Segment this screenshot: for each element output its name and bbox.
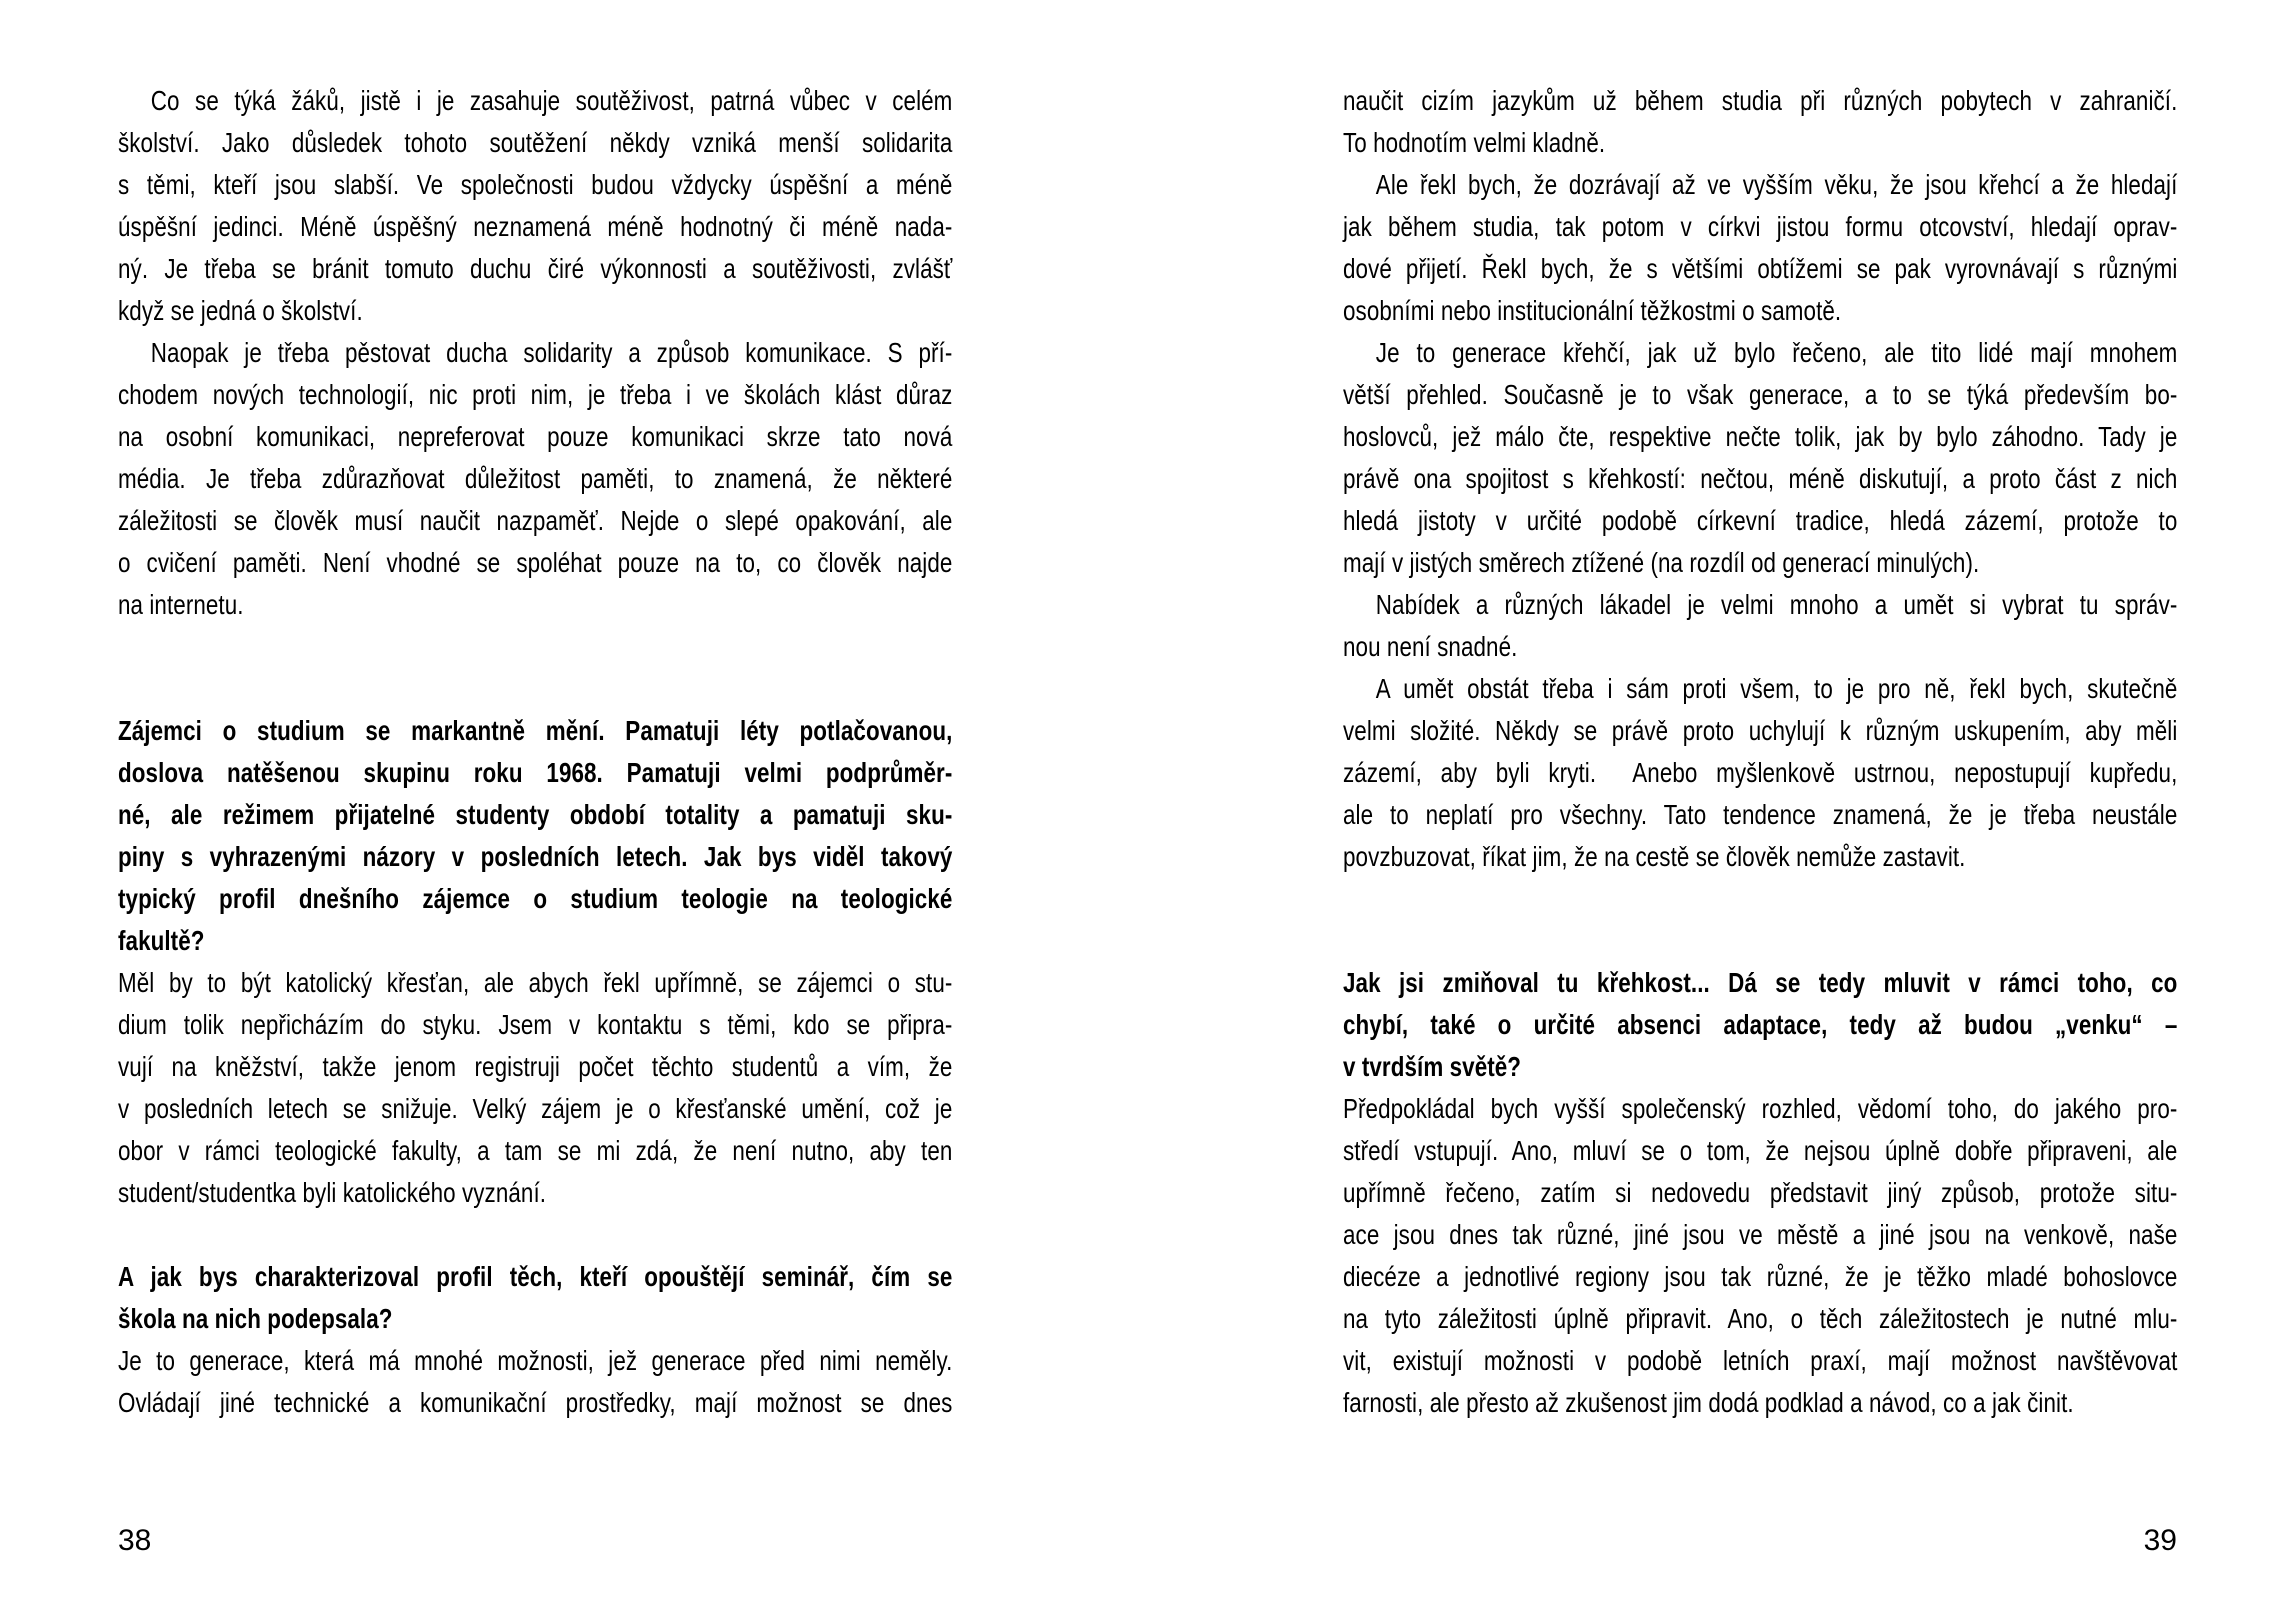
text-line: obor v rámci teologické fakulty, a tam se mi zdá, že není nutno, aby ten	[118, 1135, 953, 1166]
text-line: Je to generace křehčí, jak už bylo řečeno, ale tito lidé mají mnohem	[1375, 337, 2178, 368]
text-line: na osobní komunikaci, nepreferovat pouze komunikaci skrze tato nová	[118, 421, 953, 452]
text-line: ale to neplatí pro všechny. Tato tendence znamená, že je třeba neustále	[1343, 799, 2178, 830]
paragraph	[1343, 332, 2177, 584]
page-right-text-column	[1343, 80, 2177, 1424]
text-line: dium tolik nepřicházím do styku. Jsem v kontaktu s těmi, kdo se připra-	[118, 1009, 953, 1040]
text-line: Ale řekl bych, že dozrávají až ve vyšším věku, že jsou křehcí a že hledají	[1375, 169, 2178, 200]
text-line: s těmi, kteří jsou slabší. Ve společnosti budou vždycky úspěšní a méně	[118, 169, 953, 200]
text-line: né, ale režimem přijatelné studenty období totality a pamatuji sku-	[118, 799, 953, 830]
text-line: osobními nebo institucionální těžkostmi o samotě.	[1343, 295, 1842, 326]
text-line: o cvičení paměti. Není vhodné se spoléhat pouze na to, co člověk najde	[118, 547, 953, 578]
text-line: naučit cizím jazykům už během studia při různých pobytech v zahraničí.	[1343, 85, 2178, 116]
paragraph	[118, 80, 952, 332]
text-line: když se jedná o školství.	[118, 295, 363, 326]
text-line: větší přehled. Současně je to však generace, a to se týká především bo-	[1343, 379, 2178, 410]
text-line: upřímně řečeno, zatím si nedovedu představit jiný způsob, protože situ-	[1343, 1177, 2178, 1208]
text-line: diecéze a jednotlivé regiony jsou tak různé, že je těžko mladé bohoslovce	[1343, 1261, 2178, 1292]
text-line: Předpokládal bych vyšší společenský rozhled, vědomí toho, do jakého pro-	[1343, 1093, 2178, 1124]
text-line: povzbuzovat, říkat jim, že na cestě se člověk nemůže zastavit.	[1343, 841, 1966, 872]
paragraph	[1343, 80, 2177, 164]
text-line: Ovládají jiné technické a komunikační prostředky, mají možnost se dnes	[118, 1387, 953, 1418]
text-line: doslova natěšenou skupinu roku 1968. Pamatuji velmi podprůměr-	[118, 757, 953, 788]
text-line: Zájemci o studium se markantně mění. Pamatuji léty potlačovanou,	[118, 715, 953, 746]
text-line: média. Je třeba zdůrazňovat důležitost paměti, to znamená, že některé	[118, 463, 953, 494]
text-line: v posledních letech se snižuje. Velký zájem je o křesťanské umění, což je	[118, 1093, 953, 1124]
text-line: Nabídek a různých lákadel je velmi mnoho a umět si vybrat tu správ-	[1375, 589, 2178, 620]
text-line: piny s vyhrazenými názory v posledních letech. Jak bys viděl takový	[118, 841, 953, 872]
text-line: ný. Je třeba se bránit tomuto duchu čiré výkonnosti a soutěživosti, zvlášť	[118, 253, 953, 284]
page-number-left: 38	[118, 1524, 152, 1557]
text-line: Je to generace, která má mnohé možnosti, jež generace před nimi neměly.	[118, 1345, 953, 1376]
text-line: ace jsou dnes tak různé, jiné jsou ve městě a jiné jsou na venkově, naše	[1343, 1219, 2178, 1250]
text-line: fakultě?	[118, 925, 205, 956]
text-line: právě ona spojitost s křehkostí: nečtou, méně diskutují, a proto část z nich	[1343, 463, 2178, 494]
text-line: Jak jsi zmiňoval tu křehkost... Dá se tedy mluvit v rámci toho, co	[1343, 967, 2178, 998]
text-line: farnosti, ale přesto až zkušenost jim dodá podklad a návod, co a jak činit.	[1343, 1387, 2074, 1418]
interview-question	[118, 1256, 952, 1340]
text-line: A jak bys charakterizoval profil těch, kteří opouštějí seminář, čím se	[118, 1261, 953, 1292]
paragraph	[1343, 668, 2177, 878]
paragraph	[118, 1340, 952, 1424]
text-line: hoslovců, jež málo čte, respektive nečte tolik, jak by bylo záhodno. Tady je	[1343, 421, 2178, 452]
text-line: velmi složité. Někdy se právě proto uchylují k různým uskupením, aby měli	[1343, 715, 2178, 746]
text-line: úspěšní jedinci. Méně úspěšný neznamená méně hodnotný či méně nada-	[118, 211, 953, 242]
text-line: To hodnotím velmi kladně.	[1343, 127, 1606, 158]
text-line: nou není snadné.	[1343, 631, 1518, 662]
text-line: na internetu.	[118, 589, 244, 620]
paragraph	[1343, 1088, 2177, 1424]
text-line: Měl by to být katolický křesťan, ale abych řekl upřímně, se zájemci o stu-	[118, 967, 953, 998]
text-line: Naopak je třeba pěstovat ducha solidarity a způsob komunikace. S pří-	[150, 337, 953, 368]
paragraph	[118, 962, 952, 1214]
text-line: chodem nových technologií, nic proti nim, je třeba i ve školách klást důraz	[118, 379, 953, 410]
paragraph	[118, 332, 952, 626]
text-line: typický profil dnešního zájemce o studium teologie na teologické	[118, 883, 953, 914]
text-line: v tvrdším světě?	[1343, 1051, 1522, 1082]
page-left-text-column	[118, 80, 952, 1424]
text-line: škola na nich podepsala?	[118, 1303, 393, 1334]
interview-question	[118, 710, 952, 962]
text-line: vují na kněžství, takže jenom registruji počet těchto studentů a vím, že	[118, 1051, 953, 1082]
text-line: dové přijetí. Řekl bych, že s většími obtížemi se pak vyrovnávají s různými	[1343, 253, 2178, 284]
text-line: na tyto záležitosti úplně připravit. Ano, o těch záležitostech je nutné mlu-	[1343, 1303, 2178, 1334]
text-line: Co se týká žáků, jistě i je zasahuje soutěživost, patrná vůbec v celém	[150, 85, 953, 116]
text-line: jak během studia, tak potom v církvi jistou formu otcovství, hledají oprav-	[1343, 211, 2178, 242]
page-right	[1142, 0, 2284, 1615]
text-line: záležitosti se člověk musí naučit nazpaměť. Nejde o slepé opakování, ale	[118, 505, 953, 536]
paragraph	[1343, 164, 2177, 332]
paragraph	[1343, 584, 2177, 668]
interview-question	[1343, 962, 2177, 1088]
text-line: vit, existují možnosti v podobě letních praxí, mají možnost navštěvovat	[1343, 1345, 2178, 1376]
text-line: mají v jistých směrech ztížené (na rozdíl od generací minulých).	[1343, 547, 1980, 578]
text-line: zázemí, aby byli kryti. Anebo myšlenkově ustrnou, nepostupují kupředu,	[1343, 757, 2178, 788]
page-number-right: 39	[2143, 1524, 2177, 1557]
text-line: chybí, také o určité absenci adaptace, tedy až budou „venku“ –	[1343, 1009, 2178, 1040]
text-line: hledá jistoty v určité podobě církevní tradice, hledá zázemí, protože to	[1343, 505, 2178, 536]
text-line: A umět obstát třeba i sám proti všem, to je pro ně, řekl bych, skutečně	[1375, 673, 2178, 704]
text-line: středí vstupují. Ano, mluví se o tom, že nejsou úplně dobře připraveni, ale	[1343, 1135, 2178, 1166]
text-line: školství. Jako důsledek tohoto soutěžení někdy vzniká menší solidarita	[118, 127, 953, 158]
text-line: student/studentka byli katolického vyznání.	[118, 1177, 547, 1208]
